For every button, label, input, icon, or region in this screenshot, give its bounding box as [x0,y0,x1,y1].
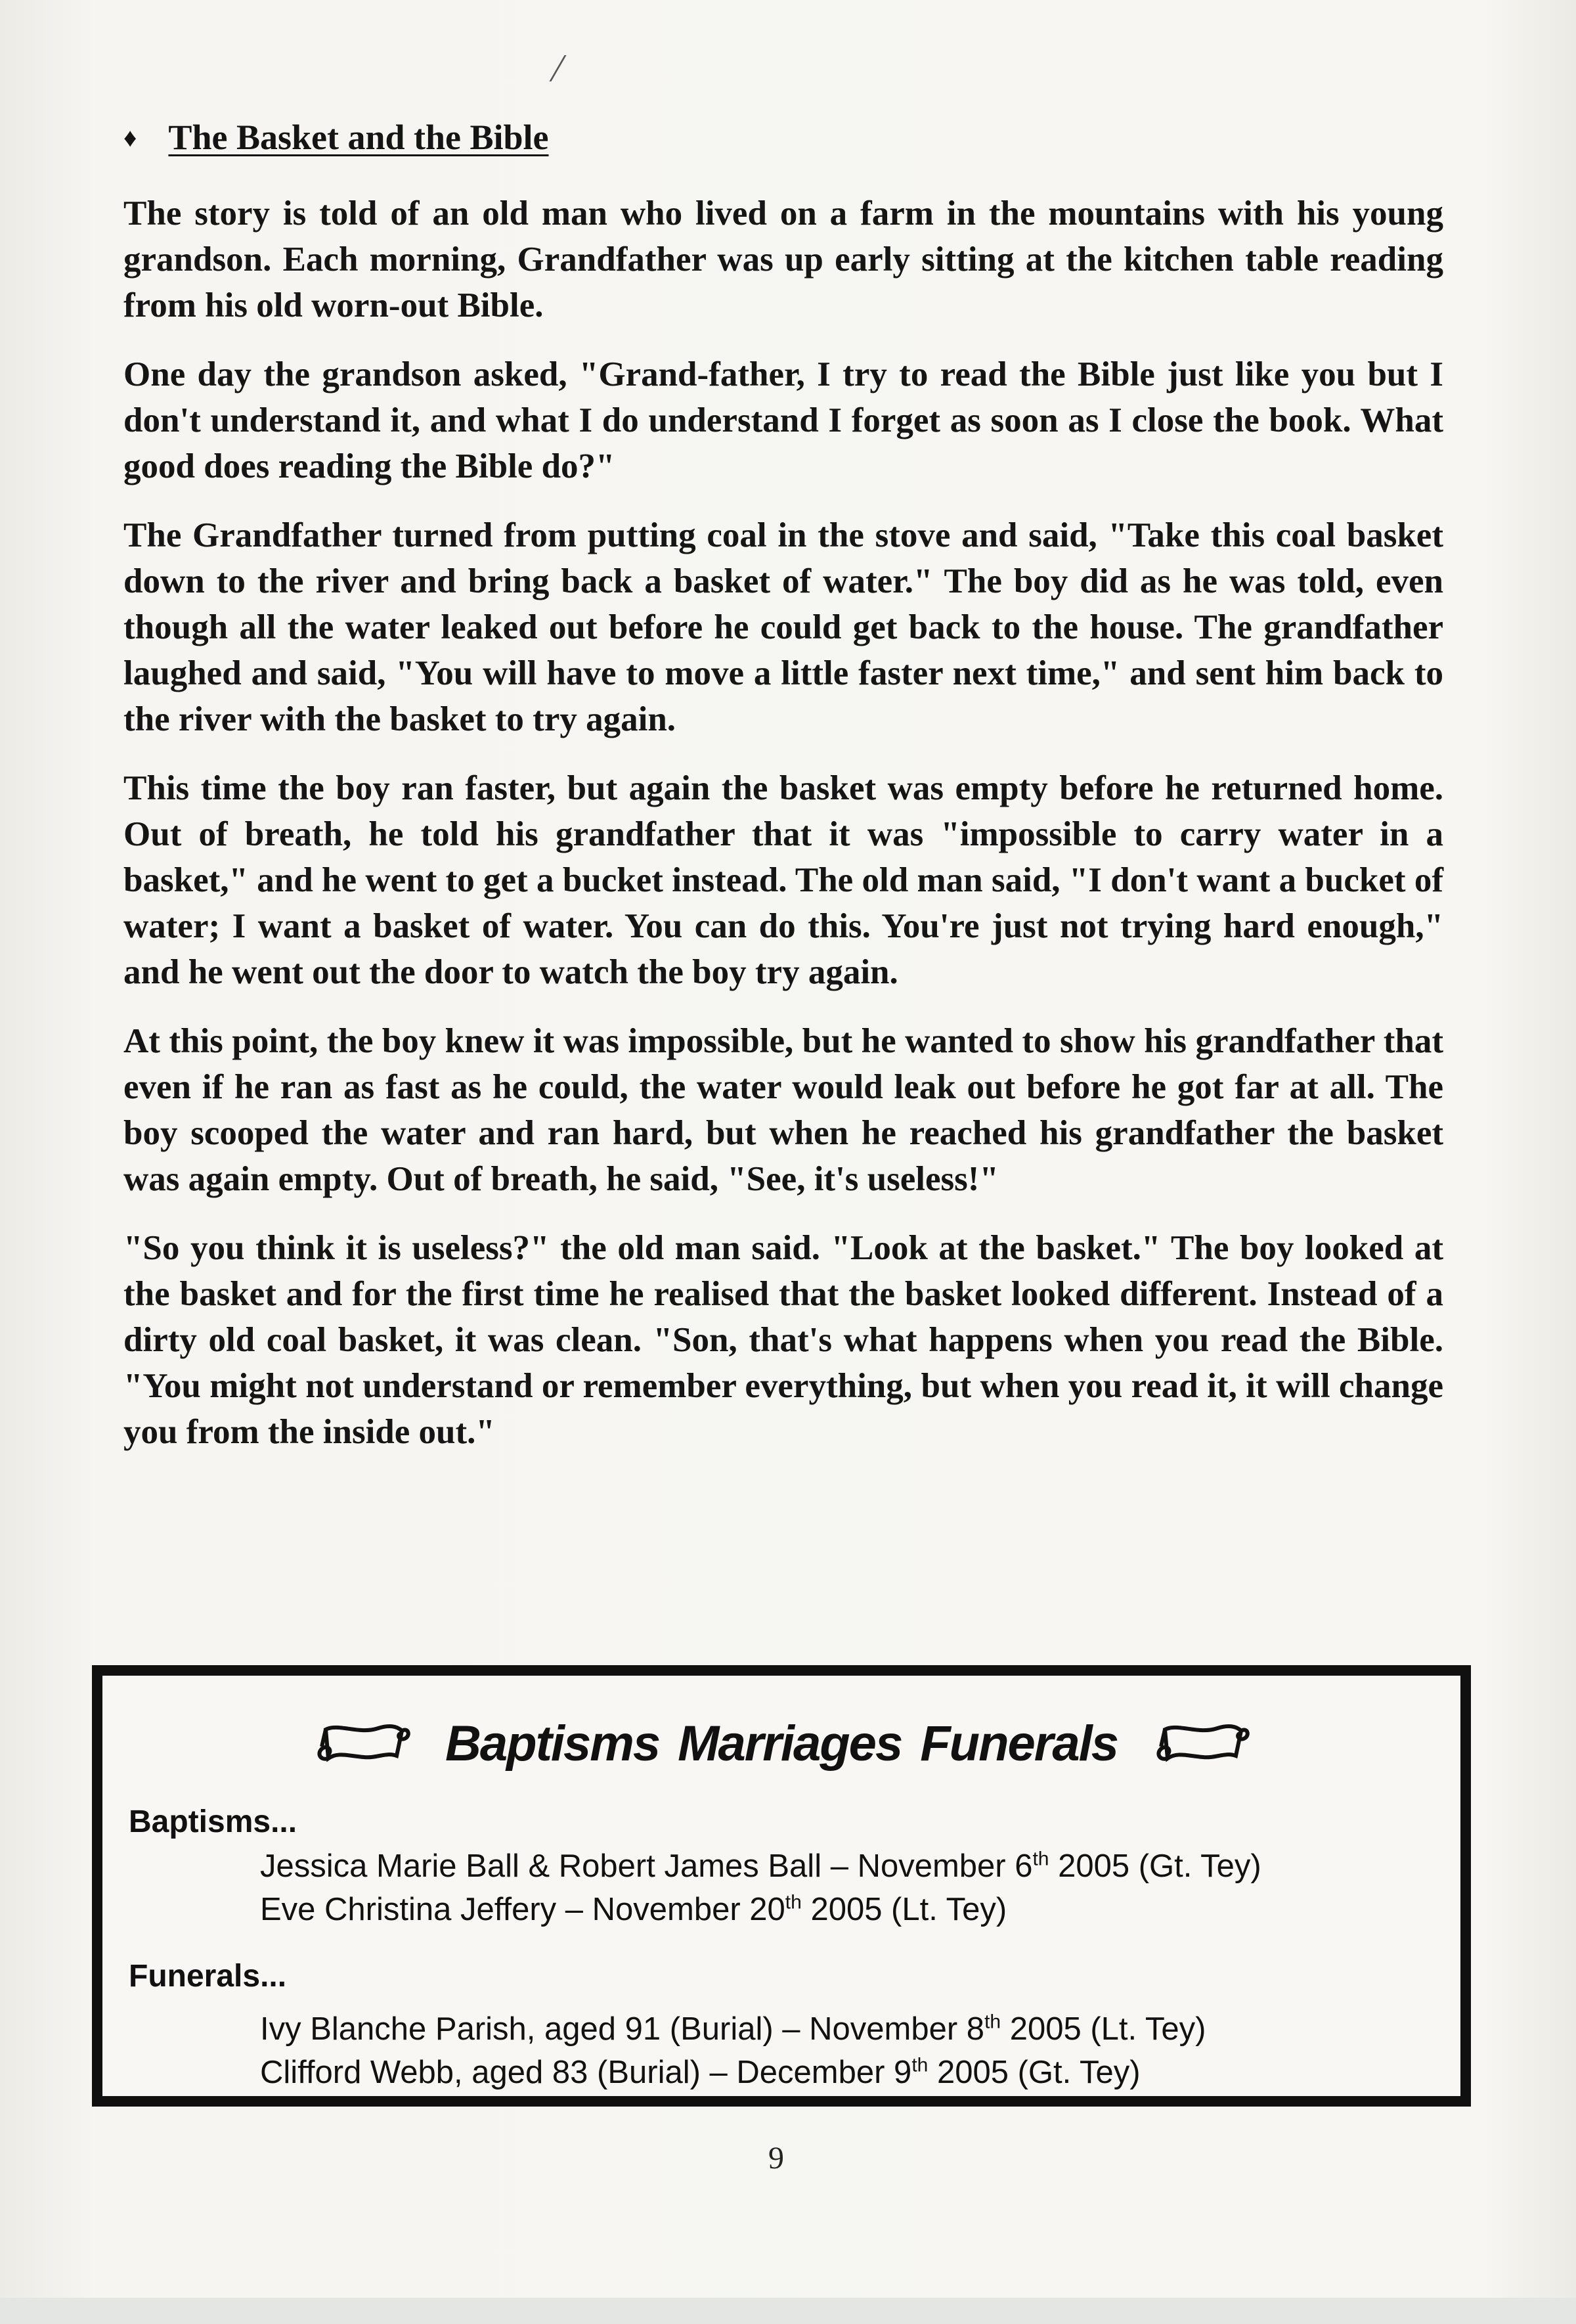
baptism-entry [260,1848,1261,1885]
article-paragraph: At this point, the boy knew it was impossible, but he wanted to show his grandfather that even if he ran as fast as he could, the water would leak out before he got far at all. The boy scooped the water and ran hard, but when he reached his grandfather the basket was again empty. Out of breath, he said, "See, it's useless!" [123,1022,1443,1198]
page-number: 9 [768,2141,784,2176]
entry-suffix: 2005 (Gt. Tey) [1049,1848,1261,1884]
baptism-entry [260,1891,1007,1928]
scroll-icon [313,1718,411,1770]
entry-text: Clifford Webb, aged 83 (Burial) – December 9 [260,2055,912,2090]
entry-text: Jessica Marie Ball & Robert James Ball – November 6 [260,1848,1033,1884]
events-title-marriages: Marriages [678,1716,902,1772]
article-body [123,190,1443,1478]
entry-suffix: 2005 (Lt. Tey) [801,1892,1007,1927]
funeral-entry [260,2011,1206,2047]
entry-ordinal: th [1032,1848,1049,1870]
events-title [102,1715,1460,1772]
article-paragraph: The story is told of an old man who lived on a farm in the mountains with his young grandson. Each morning, Grandfather was up early sitting at the kitchen table reading from his old worn-out Bible. [123,194,1443,324]
article-paragraph: This time the boy ran faster, but again the basket was empty before he returned home. Out of breath, he told his grandfather that it was "impossible to carry water in a basket," and he went to get a bucket instead. The old man said, "I don't want a bucket of water; I want a basket of water. You can do this. You're just not trying hard enough," and he went out the door to watch the boy try again. [123,769,1443,991]
funerals-label: Funerals... [129,1959,287,1994]
article-paragraph: One day the grandson asked, "Grand-father, I try to read the Bible just like you but I don't understand it, and what I do understand I forget as soon as I close the book. What good does reading the Bible do?" [123,355,1443,485]
events-title-baptisms: Baptisms [445,1716,660,1772]
entry-text: Ivy Blanche Parish, aged 91 (Burial) – November 8 [260,2011,985,2047]
entry-ordinal: th [785,1891,802,1913]
pen-mark [549,55,583,81]
scroll-icon [1152,1718,1250,1770]
article-heading [123,117,549,158]
baptisms-label: Baptisms... [129,1804,297,1839]
article-title: The Basket and the Bible [168,118,549,157]
entry-suffix: 2005 (Lt. Tey) [1001,2011,1206,2047]
entry-ordinal: th [984,2011,1001,2033]
entry-suffix: 2005 (Gt. Tey) [928,2055,1141,2090]
article-paragraph: "So you think it is useless?" the old man said. "Look at the basket." The boy looked at the basket and for the first time he realised that the basket looked different. Instead of a dirty old coal basket, it was clean. "Son, that's what happens when you read the Bible. "You might not understand or remember everything, but when you read it, it will change you from the inside out." [123,1229,1443,1451]
funeral-entry [260,2054,1141,2091]
entry-text: Eve Christina Jeffery – November 20 [260,1892,785,1927]
parish-events-box [92,1665,1471,2107]
events-title-funerals: Funerals [920,1716,1118,1772]
entry-ordinal: th [911,2054,929,2076]
diamond-bullet-icon: ♦ [123,122,137,152]
article-paragraph: The Grandfather turned from putting coal in the stove and said, "Take this coal basket down to the river and bring back a basket of water." The boy did as he was told, even though all the water leaked out before he could get back to the house. The grandfather laughed and said, "You will have to move a little faster next time," and sent him back to the river with the basket to try again. [123,516,1443,738]
scan-bottom-strip [0,2298,1576,2324]
